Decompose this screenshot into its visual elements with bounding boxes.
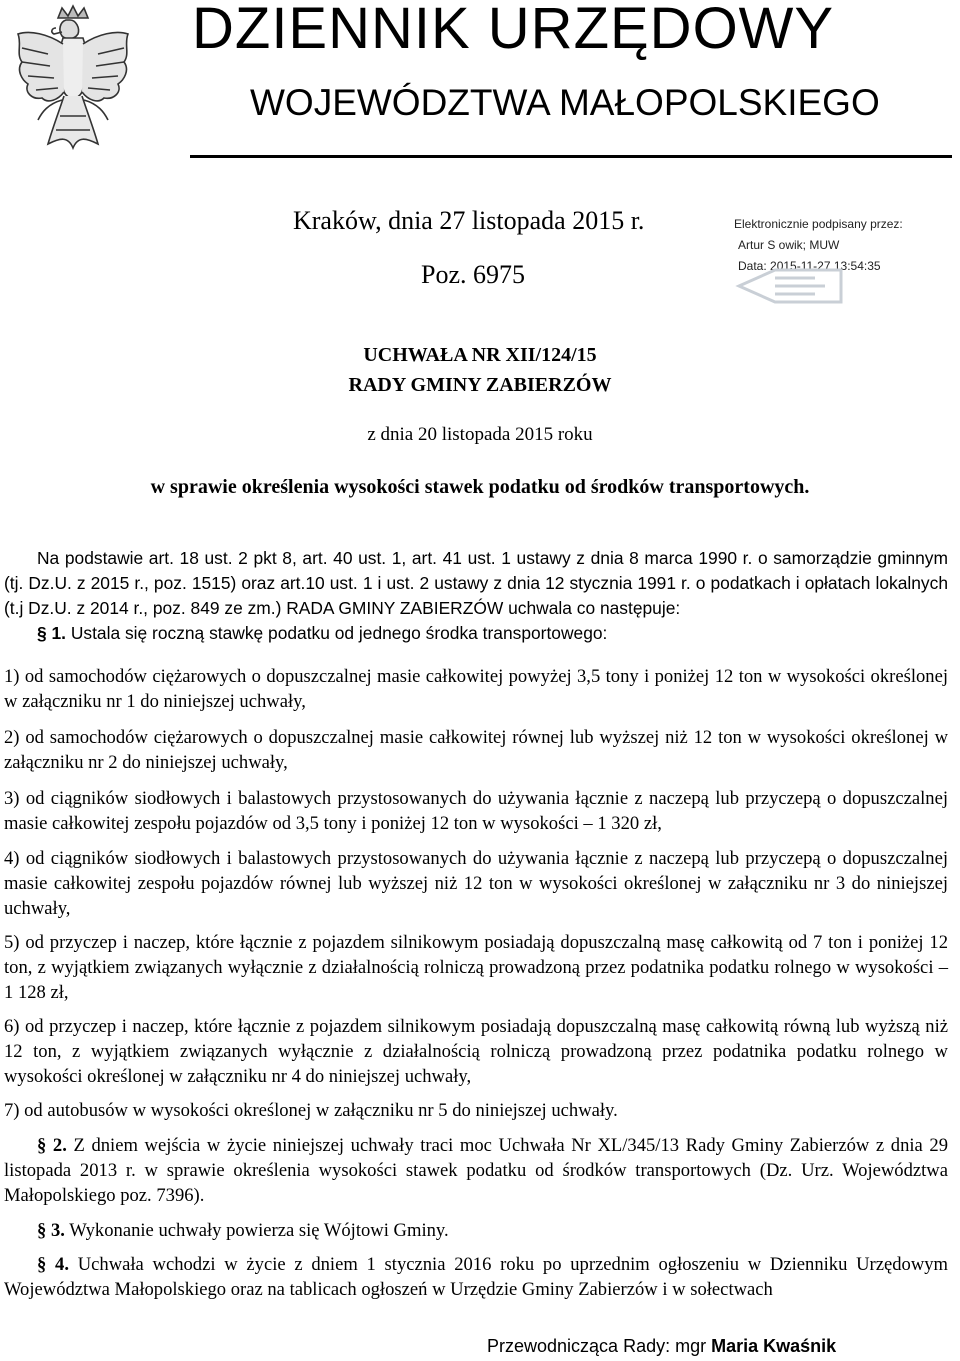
journal-title: DZIENNIK URZĘDOWY xyxy=(192,0,835,61)
list-item: 3) od ciągników siodłowych i balastowych przystosowanych do używania łącznie z naczepą lub przyczepą o dopuszczalnej masie całkowitej zespołu pojazdów od 3,5 tony i poniżej 12 ton w wysokości – 1 320 zł, xyxy=(4,788,948,834)
signer-name: Maria Kwaśnik xyxy=(711,1336,837,1356)
paragraph-number: § 2. xyxy=(37,1135,67,1156)
preamble xyxy=(4,546,948,621)
paragraph-3 xyxy=(4,1218,948,1243)
eagle-emblem-icon xyxy=(8,4,138,154)
list-item: 6) od przyczep i naczep, które łącznie z pojazdem silnikowym posiadają dopuszczalną masę całkowitą równą lub wyższą niż 12 ton, z wyjątkiem związanych wyłącznie z działalnością rolniczą prowadzoną przez podatnika podatku rolnego w wysokości określonej w załączniku nr 4 do niniejszej uchwały, xyxy=(4,1016,948,1087)
header-divider xyxy=(190,155,952,158)
preamble-text: Na podstawie art. 18 ust. 2 pkt 8, art. 40 ust. 1, art. 41 ust. 1 ustawy z dnia 8 marca 1990 r. o samorządzie gminnym (tj. Dz.U. z 2015 r., poz. 1515) oraz art.10 ust. 1 i ust. 2 ustawy z dnia 12 stycznia 1991 r. o podatkach i opłatach lokalnych (t.j Dz.U. z 2014 r., poz. 849 ze zm.) RADA GMINY ZABIERZÓW uchwala co następuje: xyxy=(4,548,948,618)
signer-line xyxy=(487,1336,836,1357)
signature-date: Data: 2015-11-27 13:54:35 xyxy=(738,259,881,273)
signer-role: Przewodnicząca Rady: mgr xyxy=(487,1336,712,1356)
list-item: 7) od autobusów w wysokości określonej w załączniku nr 5 do niniejszej uchwały. xyxy=(4,1100,618,1121)
paragraph-number: § 4. xyxy=(37,1254,69,1275)
resolution-subject: w sprawie określenia wysokości stawek podatku od środków transportowych. xyxy=(150,476,810,498)
position-number: Poz. 6975 xyxy=(421,260,525,289)
resolution-date: z dnia 20 listopada 2015 roku xyxy=(367,424,593,445)
paragraph-number: § 1. xyxy=(37,623,67,643)
paragraph-2 xyxy=(4,1133,948,1208)
resolution-number: UCHWAŁA NR XII/124/15 xyxy=(363,344,597,366)
paragraph-text: Ustala się roczną stawkę podatku od jednego środka transportowego: xyxy=(66,623,608,643)
list-item: 5) od przyczep i naczep, które łącznie z pojazdem silnikowym posiadają dopuszczalną masę całkowitą od 7 ton i poniżej 12 ton, z wyjątkiem związanych wyłącznie z działalnością rolniczą prowadzoną przez podatnika podatku rolnego w wysokości – 1 128 zł, xyxy=(4,932,948,1003)
paragraph-text: Z dniem wejścia w życie niniejszej uchwały traci moc Uchwała Nr XL/345/13 Rady Gminy Zabierzów z dnia 29 listopada 2013 r. w sprawie określenia wysokości stawek podatku od środków transportowych (Dz. Urz. Województwa Małopolskiego poz. 7396). xyxy=(4,1135,948,1206)
paragraph-1 xyxy=(37,623,607,644)
paragraph-text: Uchwała wchodzi w życie z dniem 1 stycznia 2016 roku po uprzednim ogłoszeniu w Dzienniku Urzędowym Województwa Małopolskiego oraz na tablicach ogłoszeń w Urzędzie Gminy Zabierzów i w sołectwach xyxy=(4,1254,949,1300)
paragraph-4 xyxy=(4,1252,948,1302)
list-item: 2) od samochodów ciężarowych o dopuszczalnej masie całkowitej równej lub wyższej niż 12 ton w wysokości określonej w załączniku nr 2 do niniejszej uchwały, xyxy=(4,727,948,773)
journal-subtitle: WOJEWÓDZTWA MAŁOPOLSKIEGO xyxy=(250,82,880,123)
paragraph-number: § 3. xyxy=(37,1220,65,1241)
paragraph-text: Wykonanie uchwały powierza się Wójtowi Gminy. xyxy=(64,1220,449,1241)
place-date: Kraków, dnia 27 listopada 2015 r. xyxy=(293,206,645,235)
resolution-issuer: RADY GMINY ZABIERZÓW xyxy=(348,374,612,396)
list-item: 1) od samochodów ciężarowych o dopuszczalnej masie całkowitej powyżej 3,5 tony i poniżej 12 ton w wysokości określonej w załączniku nr 1 do niniejszej uchwały, xyxy=(4,666,948,712)
signature-signer: Artur S owik; MUW xyxy=(738,238,840,252)
signature-line: Elektronicznie podpisany przez: xyxy=(734,217,903,231)
signature-stamp-icon xyxy=(735,266,845,306)
list-item: 4) od ciągników siodłowych i balastowych przystosowanych do używania łącznie z naczepą lub przyczepą o dopuszczalnej masie całkowitej zespołu pojazdów równej lub wyższej niż 12 ton w wysokości określonej w załączniku nr 3 do niniejszej uchwały, xyxy=(4,848,948,919)
